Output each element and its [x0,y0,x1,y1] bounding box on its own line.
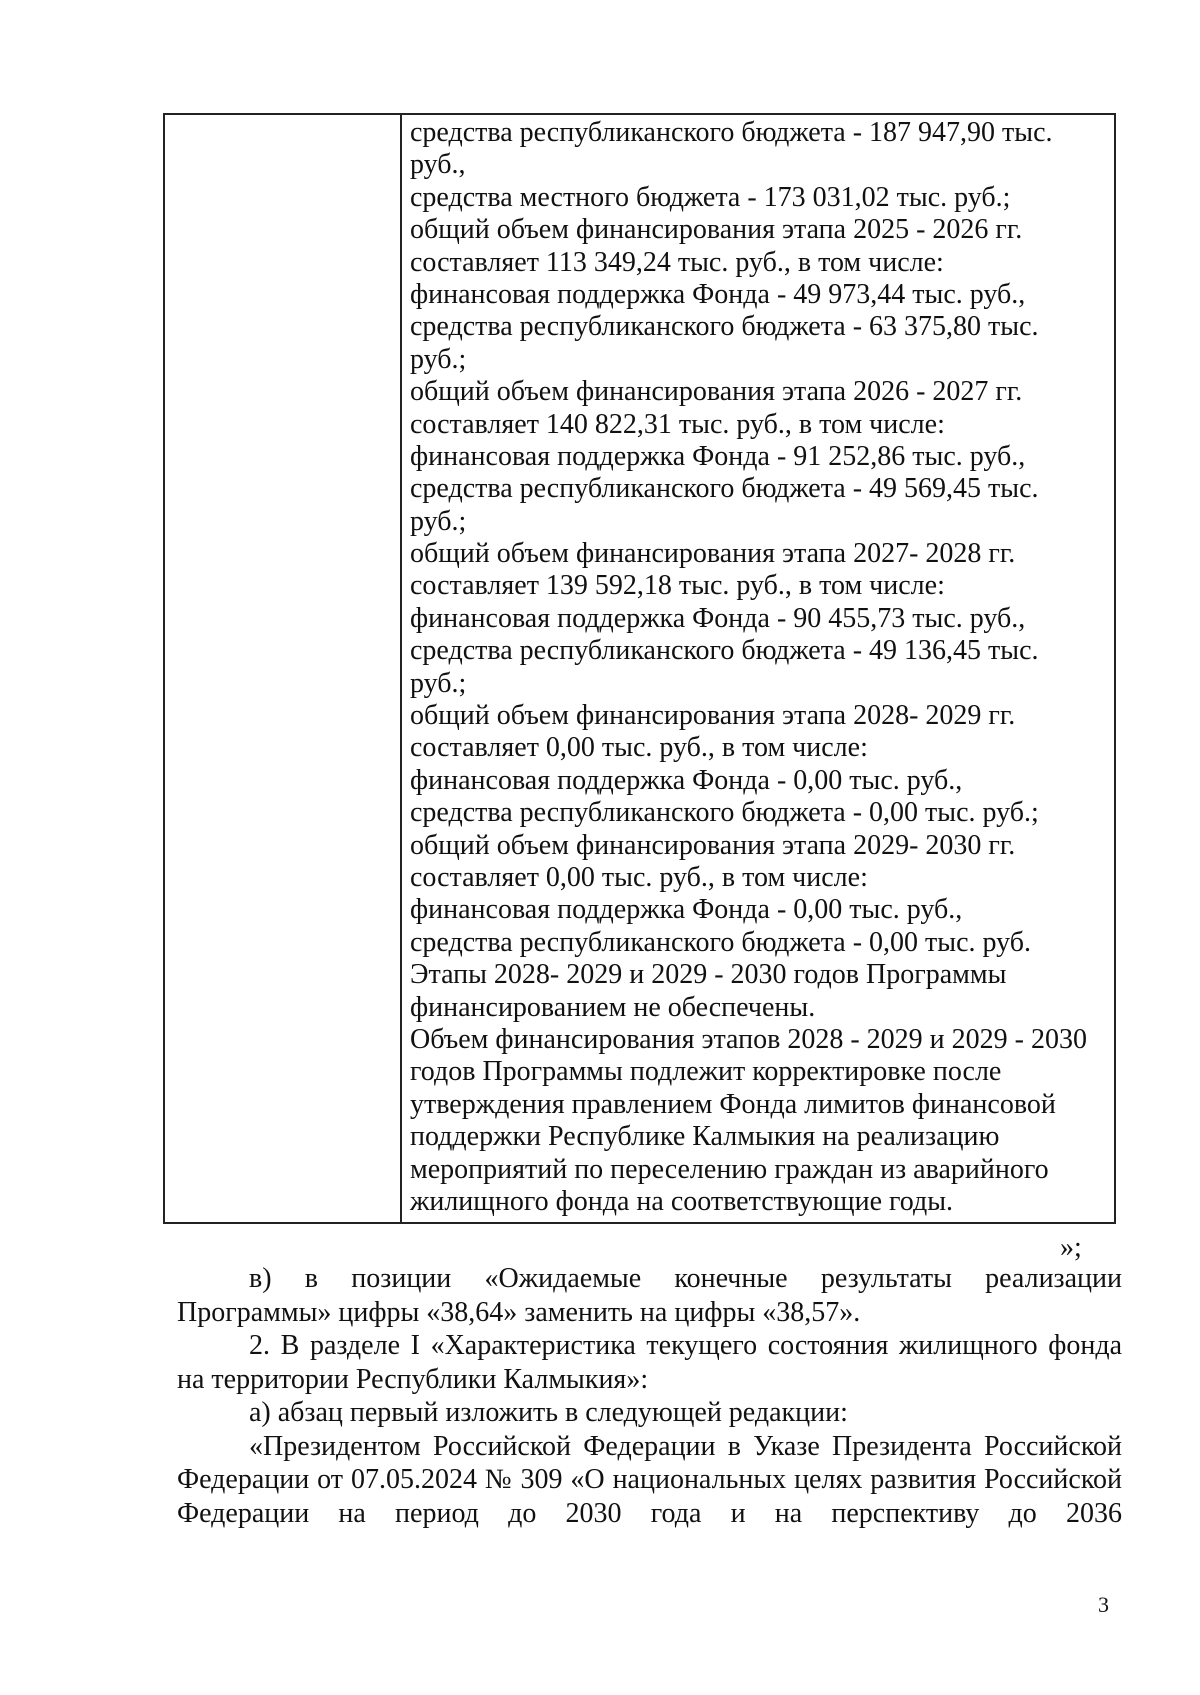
table-text-line: общий объем финансирования этапа 2025 - 2026 гг. [410,214,1023,246]
table-cell-left [165,115,400,1222]
financing-table [163,113,1116,1224]
table-text-line: финансовая поддержка Фонда - 49 973,44 тыс. руб., [410,278,1026,310]
table-text-line: поддержки Республике Калмыкия на реализацию [410,1121,1000,1153]
table-text-line: Объем финансирования этапов 2028 - 2029 и 2029 - 2030 [410,1023,1087,1055]
closing-quote: »; [1060,1232,1082,1263]
table-text-line: мероприятий по переселению граждан из аварийного [410,1153,1049,1185]
table-text-line: общий объем финансирования этапа 2029- 2030 гг. [410,829,1016,861]
body-text [177,1262,1122,1530]
table-text-line: финансированием не обеспечены. [410,991,816,1023]
table-text-line: средства республиканского бюджета - 49 136,45 тыс. [410,635,1039,667]
column-divider [400,115,402,1222]
table-text-line: руб., [410,149,466,181]
table-text-line: средства республиканского бюджета - 0,00 тыс. руб.; [410,797,1039,829]
table-text-line: средства республиканского бюджета - 0,00 тыс. руб. [410,926,1032,958]
paragraph-president-decree: «Президентом Российской Федерации в Указе Президента Российской Федерации от 07.05.2024 № 309 «О национальных целях развития Российской Федерации на период до 2030 года и на перспективу до 2036 [177,1430,1122,1529]
paragraph-abzac: а) абзац первый изложить в следующей редакции: [249,1397,848,1428]
table-text-line: годов Программы подлежит корректировке после [410,1056,1002,1088]
table-text-line: составляет 0,00 тыс. руб., в том числе: [410,861,868,893]
table-text-line: средства местного бюджета - 173 031,02 тыс. руб.; [410,181,1011,213]
table-text-line: руб.; [410,667,467,699]
table-text-line: общий объем финансирования этапа 2027- 2028 гг. [410,538,1016,570]
table-text-line: общий объем финансирования этапа 2026 - 2027 гг. [410,376,1023,408]
paragraph-expected-results: в) в позиции «Ожидаемые конечные результаты реализации Программы» цифры «38,64» заменить на цифры «38,57». [177,1263,1122,1328]
table-text-line: средства республиканского бюджета - 63 375,80 тыс. [410,311,1039,343]
table-text-line: финансовая поддержка Фонда - 0,00 тыс. руб., [410,764,963,796]
table-text-line: составляет 139 592,18 тыс. руб., в том числе: [410,570,945,602]
table-text-line: жилищного фонда на соответствующие годы. [410,1185,954,1217]
table-text-line: составляет 113 349,24 тыс. руб., в том числе: [410,246,944,278]
page-number: 3 [1098,1592,1109,1617]
table-text-line: общий объем финансирования этапа 2028- 2029 гг. [410,700,1016,732]
table-text-line: руб.; [410,343,467,375]
table-text-line: руб.; [410,505,467,537]
paragraph-section-one: 2. В разделе I «Характеристика текущего состояния жилищного фонда на территории Республики Калмыкия»: [177,1330,1122,1395]
table-cell-right [410,117,1104,1218]
table-text-line: средства республиканского бюджета - 187 947,90 тыс. [410,117,1053,148]
table-text-line: финансовая поддержка Фонда - 91 252,86 тыс. руб., [410,440,1026,472]
table-text-line: финансовая поддержка Фонда - 0,00 тыс. руб., [410,894,963,926]
table-text-line: составляет 0,00 тыс. руб., в том числе: [410,732,868,764]
table-text-line: средства республиканского бюджета - 49 569,45 тыс. [410,473,1039,505]
table-text-line: утверждения правлением Фонда лимитов финансовой [410,1088,1056,1120]
table-text-line: Этапы 2028- 2029 и 2029 - 2030 годов Программы [410,959,1007,991]
table-text-line: составляет 140 822,31 тыс. руб., в том числе: [410,408,945,440]
table-text-line: финансовая поддержка Фонда - 90 455,73 тыс. руб., [410,602,1026,634]
